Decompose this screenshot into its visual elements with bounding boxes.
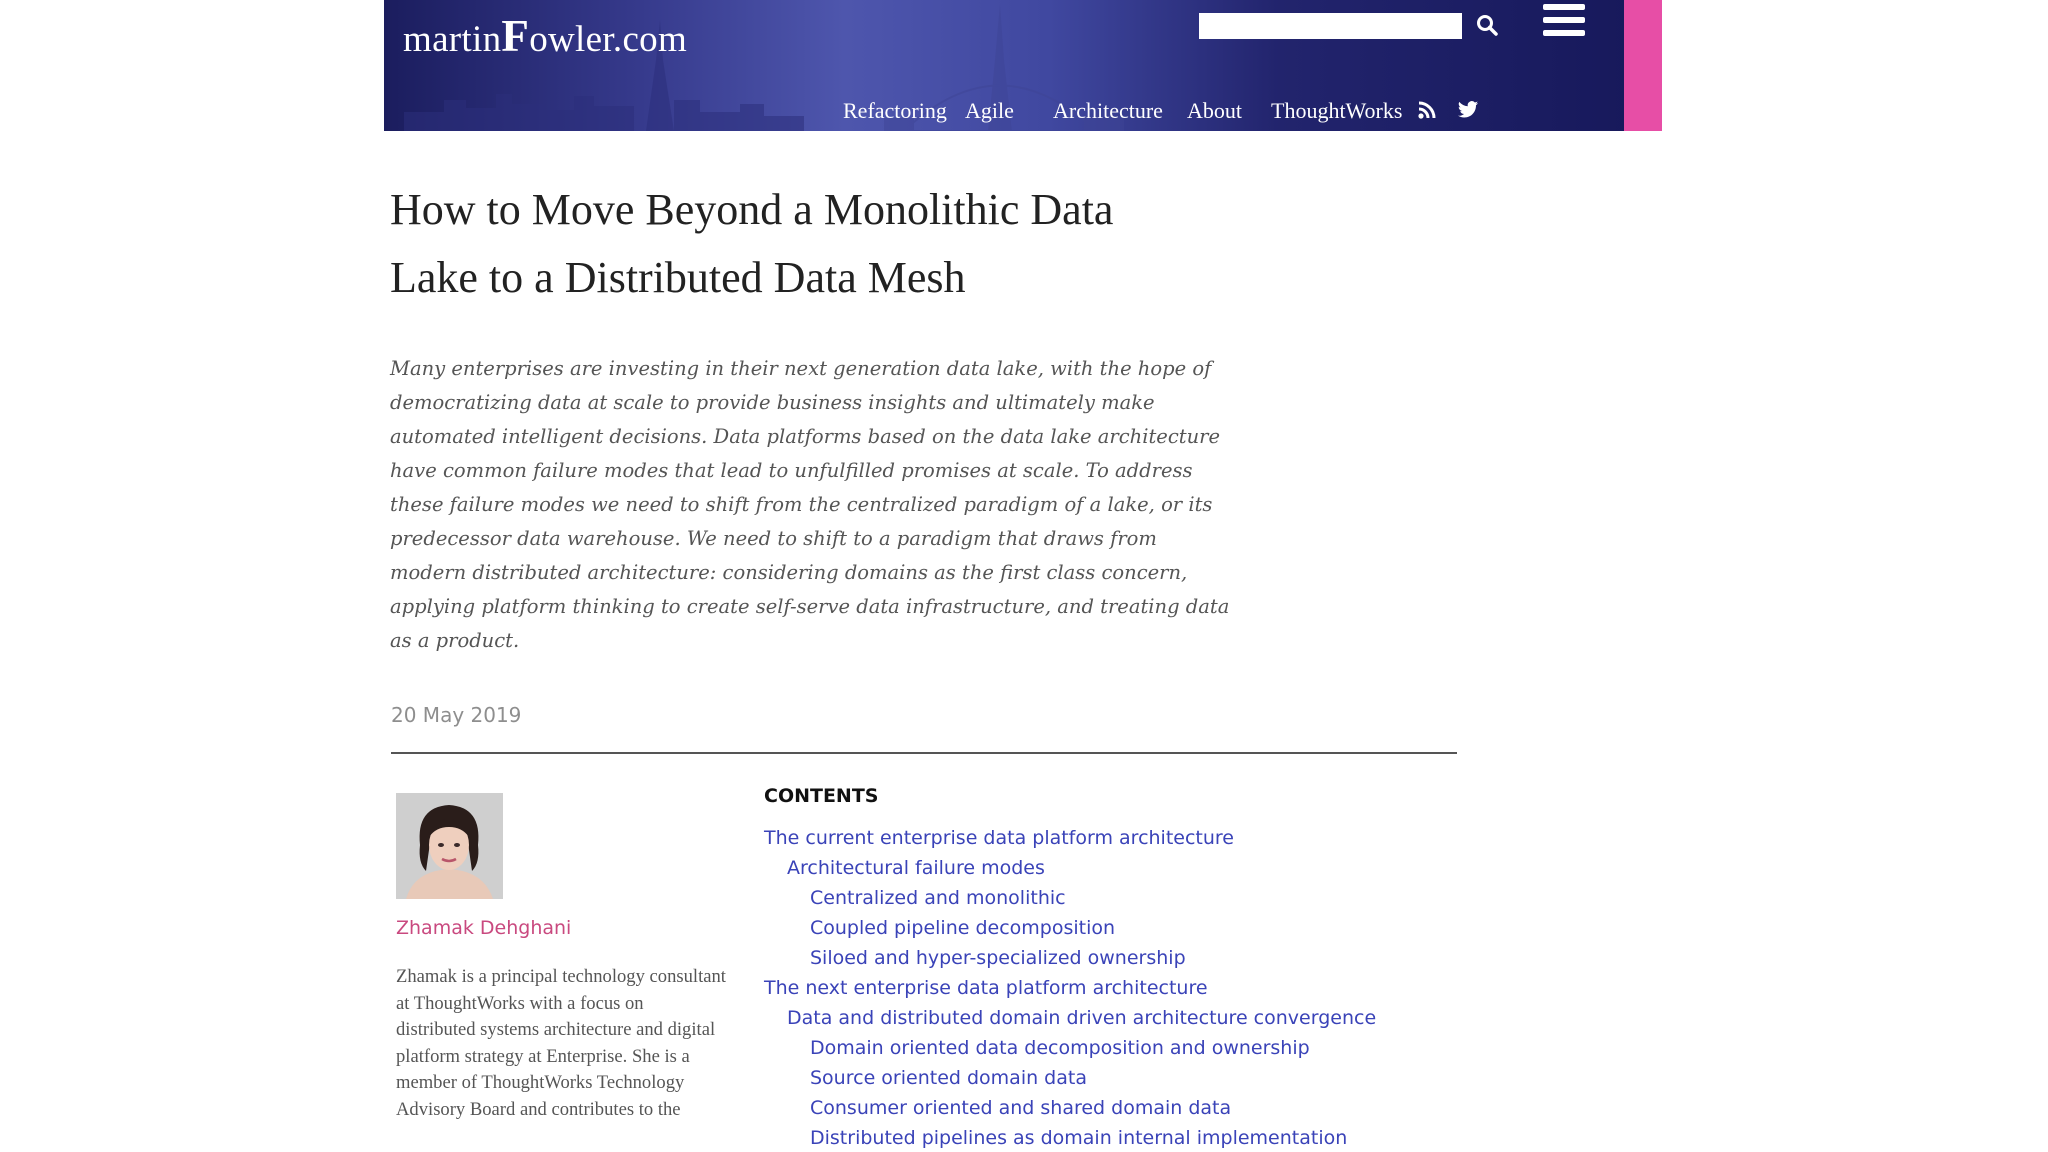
toc-item <box>764 943 1376 973</box>
toc-link-coupled-pipeline[interactable]: Coupled pipeline decomposition <box>810 917 1116 939</box>
nav-about[interactable]: About <box>1187 98 1242 123</box>
search-button[interactable] <box>1474 12 1502 40</box>
hamburger-menu-icon-bar <box>1543 30 1585 36</box>
toc-link-centralized-monolithic[interactable]: Centralized and monolithic <box>810 887 1066 909</box>
rss-feed-link[interactable] <box>1417 100 1437 125</box>
page-title-line-1: How to Move Beyond a Monolithic Data <box>390 185 1114 234</box>
toc-item <box>764 1063 1376 1093</box>
table-of-contents <box>764 823 1376 1152</box>
twitter-icon <box>1457 100 1479 120</box>
author-portrait-image <box>396 793 503 899</box>
rss-icon <box>1417 100 1437 120</box>
hamburger-menu-icon <box>1543 4 1585 10</box>
nav-agile[interactable]: Agile <box>965 98 1014 123</box>
toc-link-consumer-domain-data[interactable]: Consumer oriented and shared domain data <box>810 1097 1232 1119</box>
publication-date: 20 May 2019 <box>391 703 522 727</box>
search-input[interactable] <box>1199 13 1462 39</box>
toc-link-distributed-pipelines[interactable]: Distributed pipelines as domain internal implementation <box>810 1127 1348 1149</box>
article-abstract: Many enterprises are investing in their next generation data lake, with the hope of democratizing data at scale to provide business insights and ultimately make automated intelligent decisions. Data platforms based on the data lake architecture have common failure modes that lead to unfulfilled promises at scale. To address these failure modes we need to shift from the centralized paradigm of a lake, or its predecessor data warehouse. We need to shift to a paradigm that draws from modern distributed architecture: considering domains as the first class concern, applying platform thinking to create self-serve data infrastructure, and treating data as a product. <box>390 357 1230 652</box>
toc-item <box>764 1093 1376 1123</box>
toc-link-source-domain-data[interactable]: Source oriented domain data <box>810 1067 1087 1089</box>
toc-link-next-architecture[interactable]: The next enterprise data platform architecture <box>764 977 1208 999</box>
toc-item <box>764 823 1376 853</box>
toc-item <box>764 1003 1376 1033</box>
author-bio: Zhamak is a principal technology consultant at ThoughtWorks with a focus on distributed systems architecture and digital platform strategy at Enterprise. She is a member of ThoughtWorks Technology Advisory Board and contributes to the <box>396 966 726 1120</box>
toc-item <box>764 853 1376 883</box>
hamburger-menu-icon-bar <box>1543 17 1585 23</box>
section-divider <box>391 752 1457 754</box>
page-title <box>390 176 1250 312</box>
toc-item <box>764 883 1376 913</box>
toc-item <box>764 1033 1376 1063</box>
site-header-banner <box>384 0 1662 131</box>
magnifier-icon <box>1474 12 1502 40</box>
hamburger-menu-button[interactable] <box>1541 2 1587 40</box>
author-name-link[interactable]: Zhamak Dehghani <box>396 917 572 939</box>
site-logo[interactable] <box>403 10 687 62</box>
toc-item <box>764 1123 1376 1152</box>
toc-link-ddd-convergence[interactable]: Data and distributed domain driven architecture convergence <box>787 1007 1377 1029</box>
toc-item <box>764 913 1376 943</box>
toc-link-current-architecture[interactable]: The current enterprise data platform architecture <box>764 827 1234 849</box>
logo-text-suffix: owler.com <box>529 19 688 60</box>
toc-link-domain-decomposition[interactable]: Domain oriented data decomposition and ownership <box>810 1037 1310 1059</box>
twitter-link[interactable] <box>1457 100 1479 125</box>
toc-link-siloed-ownership[interactable]: Siloed and hyper-specialized ownership <box>810 947 1186 969</box>
contents-heading: CONTENTS <box>764 785 879 807</box>
toc-item <box>764 973 1376 1003</box>
nav-refactoring[interactable]: Refactoring <box>843 98 947 123</box>
header-accent-stripe <box>1624 0 1662 131</box>
logo-text-prefix: martin <box>403 19 502 60</box>
author-photo[interactable] <box>396 793 503 899</box>
nav-architecture[interactable]: Architecture <box>1053 98 1163 123</box>
logo-text-initial: F <box>501 11 530 61</box>
nav-thoughtworks[interactable]: ThoughtWorks <box>1271 98 1403 123</box>
page-title-line-2: Lake to a Distributed Data Mesh <box>390 253 966 302</box>
toc-link-failure-modes[interactable]: Architectural failure modes <box>787 857 1045 879</box>
